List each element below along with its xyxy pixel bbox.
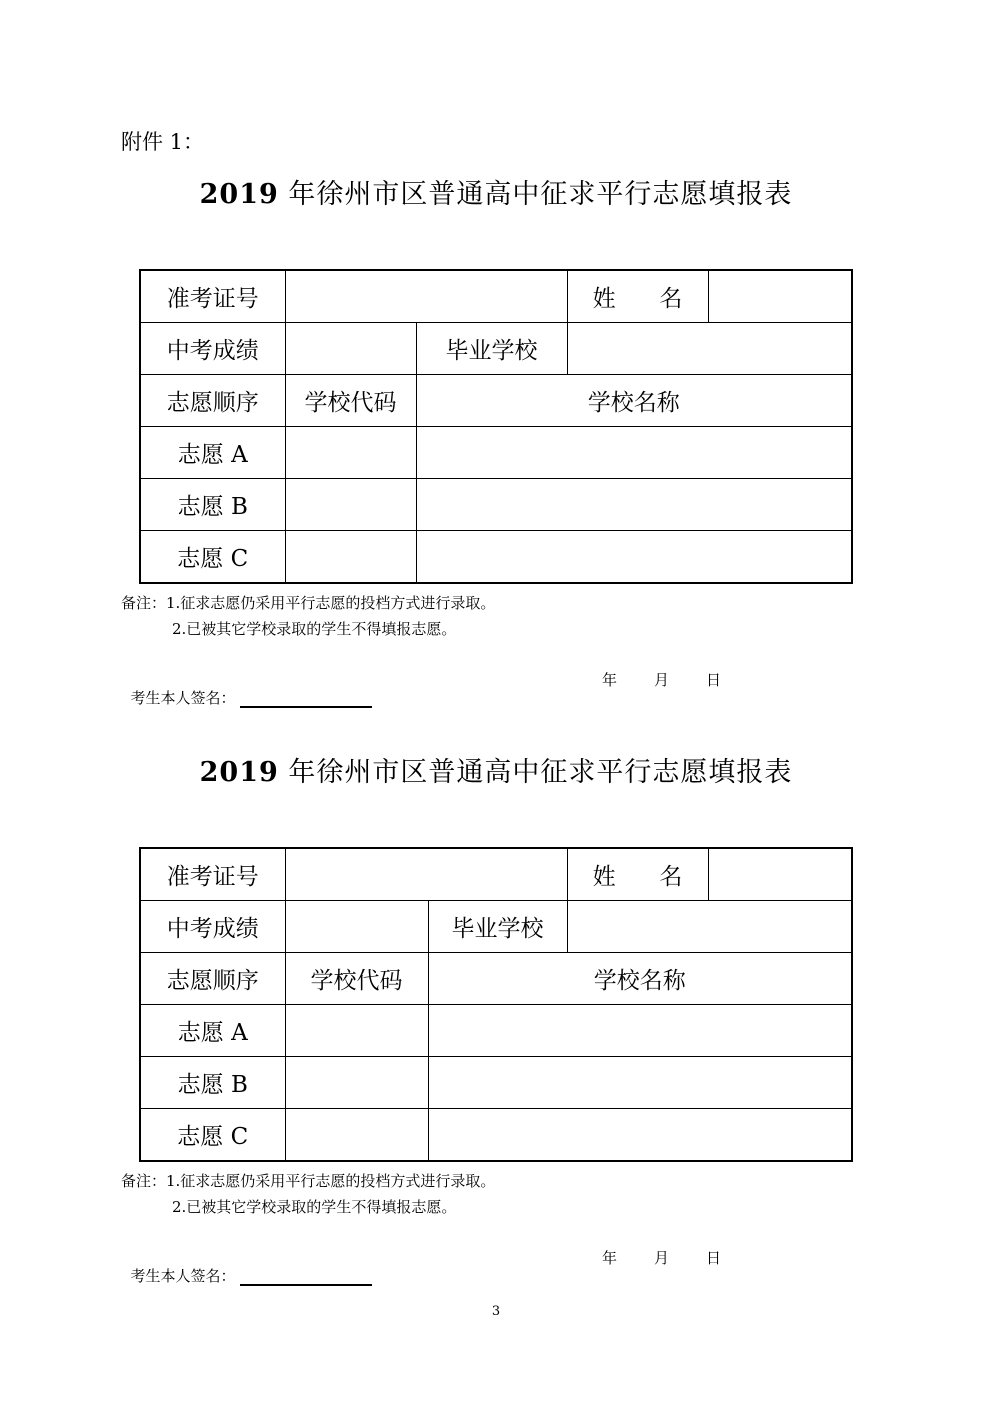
table-row bbox=[140, 1057, 852, 1109]
wish-c-code-field[interactable] bbox=[285, 531, 416, 584]
table-row bbox=[140, 901, 852, 953]
application-form-table bbox=[139, 269, 853, 584]
note-2: 2.已被其它学校录取的学生不得填报志愿。 bbox=[172, 620, 457, 638]
ticket-number-label: 准考证号 bbox=[140, 848, 285, 901]
signature-row bbox=[121, 669, 372, 708]
wish-a-code-field[interactable] bbox=[285, 1005, 428, 1057]
form-title: 2019 年徐州市区普通高中征求平行志愿填报表 bbox=[199, 179, 793, 210]
graduating-school-label: 毕业学校 bbox=[428, 901, 567, 953]
wish-b-code-field[interactable] bbox=[285, 1057, 428, 1109]
date-day: 日 bbox=[706, 1249, 722, 1267]
exam-score-field[interactable] bbox=[285, 901, 428, 953]
name-field[interactable] bbox=[708, 270, 852, 323]
wish-b-name-field[interactable] bbox=[428, 1057, 852, 1109]
date-year: 年 bbox=[602, 1249, 618, 1267]
ticket-number-field[interactable] bbox=[285, 848, 567, 901]
wish-a-label: 志愿 A bbox=[140, 1005, 285, 1057]
signature-label: 考生本人签名： bbox=[130, 1267, 236, 1285]
name-label: 姓 名 bbox=[567, 270, 708, 323]
wish-c-name-field[interactable] bbox=[428, 1109, 852, 1162]
table-row bbox=[140, 479, 852, 531]
wish-c-name-field[interactable] bbox=[416, 531, 852, 584]
date-day: 日 bbox=[706, 671, 722, 689]
wish-b-label: 志愿 B bbox=[140, 1057, 285, 1109]
date-row bbox=[602, 669, 758, 690]
wish-c-label: 志愿 C bbox=[140, 1109, 285, 1162]
table-row bbox=[140, 270, 852, 323]
wish-a-code-field[interactable] bbox=[285, 427, 416, 479]
wish-b-code-field[interactable] bbox=[285, 479, 416, 531]
table-row bbox=[140, 375, 852, 427]
wish-a-name-field[interactable] bbox=[428, 1005, 852, 1057]
date-month: 月 bbox=[654, 1249, 670, 1267]
school-name-header: 学校名称 bbox=[428, 953, 852, 1005]
name-field[interactable] bbox=[708, 848, 852, 901]
form-title: 2019 年徐州市区普通高中征求平行志愿填报表 bbox=[199, 757, 793, 788]
page-number: 3 bbox=[491, 1304, 501, 1319]
wish-a-label: 志愿 A bbox=[140, 427, 285, 479]
wish-a-name-field[interactable] bbox=[416, 427, 852, 479]
ticket-number-label: 准考证号 bbox=[140, 270, 285, 323]
date-row bbox=[602, 1247, 758, 1268]
graduating-school-label: 毕业学校 bbox=[416, 323, 567, 375]
exam-score-label: 中考成绩 bbox=[140, 323, 285, 375]
school-code-header: 学校代码 bbox=[285, 953, 428, 1005]
ticket-number-field[interactable] bbox=[285, 270, 567, 323]
note-1: 备注：1.征求志愿仍采用平行志愿的投档方式进行录取。 bbox=[121, 1172, 496, 1190]
attachment-label: 附件 1： bbox=[121, 130, 205, 154]
name-label: 姓 名 bbox=[567, 848, 708, 901]
table-row bbox=[140, 953, 852, 1005]
signature-row bbox=[121, 1247, 372, 1286]
wish-c-label: 志愿 C bbox=[140, 531, 285, 584]
wish-order-header: 志愿顺序 bbox=[140, 375, 285, 427]
table-row bbox=[140, 323, 852, 375]
wish-order-header: 志愿顺序 bbox=[140, 953, 285, 1005]
exam-score-label: 中考成绩 bbox=[140, 901, 285, 953]
date-month: 月 bbox=[654, 671, 670, 689]
note-2: 2.已被其它学校录取的学生不得填报志愿。 bbox=[172, 1198, 457, 1216]
table-row bbox=[140, 848, 852, 901]
wish-b-label: 志愿 B bbox=[140, 479, 285, 531]
school-code-header: 学校代码 bbox=[285, 375, 416, 427]
table-row bbox=[140, 1005, 852, 1057]
school-name-header: 学校名称 bbox=[416, 375, 852, 427]
signature-label: 考生本人签名： bbox=[130, 689, 236, 707]
signature-line[interactable] bbox=[240, 692, 372, 708]
application-form-table bbox=[139, 847, 853, 1162]
exam-score-field[interactable] bbox=[285, 323, 416, 375]
table-row bbox=[140, 1109, 852, 1162]
table-row bbox=[140, 427, 852, 479]
graduating-school-field[interactable] bbox=[567, 901, 852, 953]
signature-line[interactable] bbox=[240, 1270, 372, 1286]
wish-b-name-field[interactable] bbox=[416, 479, 852, 531]
date-year: 年 bbox=[602, 671, 618, 689]
note-1: 备注：1.征求志愿仍采用平行志愿的投档方式进行录取。 bbox=[121, 594, 496, 612]
graduating-school-field[interactable] bbox=[567, 323, 852, 375]
table-row bbox=[140, 531, 852, 584]
wish-c-code-field[interactable] bbox=[285, 1109, 428, 1162]
